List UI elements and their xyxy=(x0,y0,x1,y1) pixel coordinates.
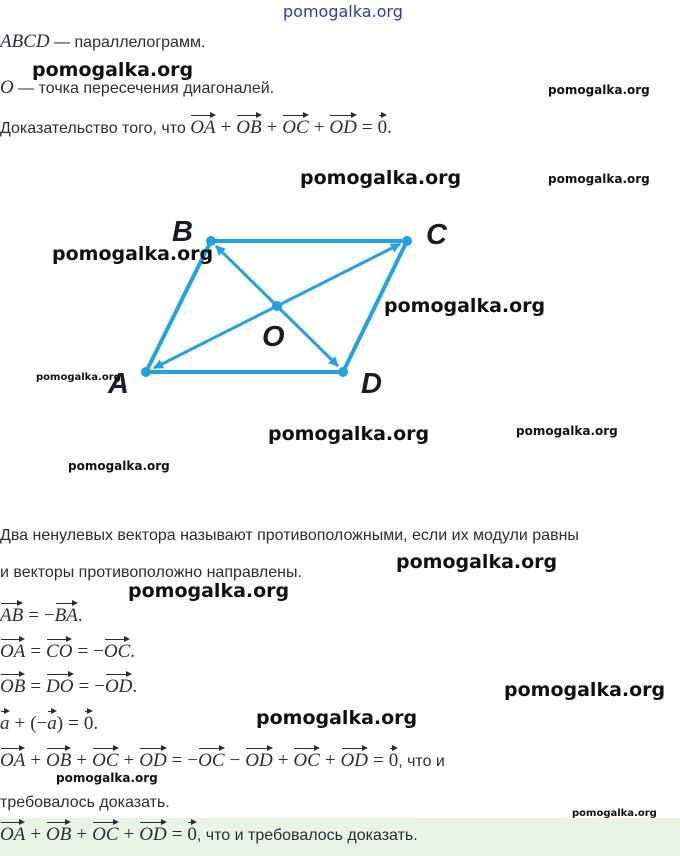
point-a-dot xyxy=(141,367,151,377)
proof-formula: OA + OB + OC + OD = −OC − OD + OC + OD = 0, что и xyxy=(0,745,445,772)
watermark: pomogalka.org xyxy=(52,243,214,265)
equality-oa: OA = CO = −OC. xyxy=(0,636,135,663)
watermark: pomogalka.org xyxy=(68,459,170,473)
watermark: pomogalka.org xyxy=(256,707,418,729)
parallelogram-name: ABCD xyxy=(0,31,50,52)
watermark: pomogalka.org xyxy=(516,424,618,438)
watermark: pomogalka.org xyxy=(504,679,666,701)
statement-formula: OA + OB + OC + OD = 0. xyxy=(190,117,392,138)
watermark: pomogalka.org xyxy=(548,172,650,186)
point-o: O xyxy=(0,77,14,98)
definition-line-2: и векторы противоположно направлены. xyxy=(0,564,302,581)
label-b: B xyxy=(172,216,193,248)
label-a: A xyxy=(108,368,129,400)
watermark: pomogalka.org xyxy=(32,59,194,81)
answer-formula: OA + OB + OC + OD = 0, что и требовалось доказать. xyxy=(0,819,418,846)
proof-tail-1: , что и xyxy=(398,753,445,770)
label-o: O xyxy=(262,321,285,353)
proof-tail-2: требовалось доказать. xyxy=(0,794,170,811)
watermark: pomogalka.org xyxy=(396,551,558,573)
watermark: pomogalka.org xyxy=(548,83,650,97)
header-watermark: pomogalka.org xyxy=(283,2,403,21)
watermark: pomogalka.org xyxy=(268,423,430,445)
vector-ob xyxy=(216,246,277,306)
label-c: C xyxy=(426,219,447,251)
vector-od xyxy=(277,306,338,366)
answer-tail: , что и требовалось доказать. xyxy=(196,827,418,844)
label-d: D xyxy=(361,368,382,400)
watermark: pomogalka.org xyxy=(128,580,290,602)
intro-line-2-text: — точка пересечения диагоналей. xyxy=(13,80,275,97)
watermark: pomogalka.org xyxy=(36,372,121,383)
intro-line-1-text: — параллелограмм. xyxy=(49,34,206,51)
watermark: pomogalka.org xyxy=(572,808,657,819)
point-o-dot xyxy=(272,301,282,311)
statement-text: Доказательство того, что xyxy=(0,120,191,137)
point-c-dot xyxy=(402,236,412,246)
equality-ab: AB = −BA. xyxy=(0,600,83,627)
equality-a: a + (−a) = 0. xyxy=(0,708,98,735)
watermark: pomogalka.org xyxy=(384,295,546,317)
equality-ob: OB = DO = −OD. xyxy=(0,671,137,698)
watermark: pomogalka.org xyxy=(56,771,158,785)
definition-line-1: Два ненулевых вектора называют противоположными, если их модули равны xyxy=(0,527,579,544)
point-d-dot xyxy=(338,367,348,377)
watermark: pomogalka.org xyxy=(300,167,462,189)
